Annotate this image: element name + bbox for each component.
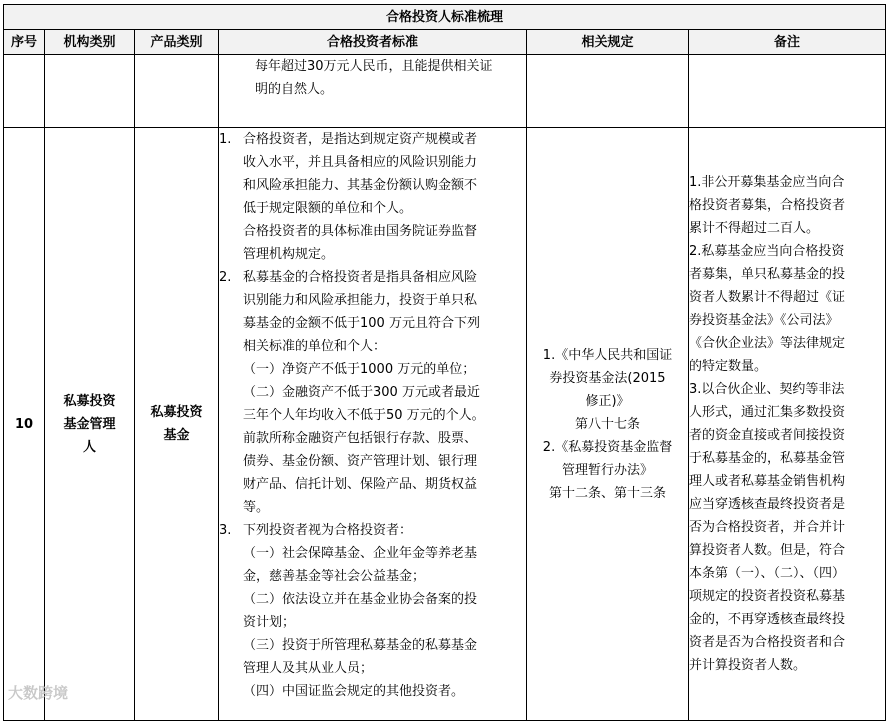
header-product: 产品类别 xyxy=(135,30,219,55)
header-regulation: 相关规定 xyxy=(527,30,689,55)
institution-type: 私募投资 基金管理 人 xyxy=(45,128,135,721)
header-standard: 合格投资者标准 xyxy=(219,30,527,55)
header-no: 序号 xyxy=(4,30,45,55)
table-row xyxy=(4,128,886,721)
header-institution: 机构类别 xyxy=(45,30,135,55)
product-type: 私募投资 基金 xyxy=(135,128,219,721)
continuation-text: 每年超过30万元人民币，且能提供相关证 明的自然人。 xyxy=(219,55,527,128)
qualified-investor-table xyxy=(3,4,886,721)
standard-item: 3. 下列投资者视为合格投资者： （一）社会保障基金、企业年金等养老基 金，慈善基金等社会公益基金； （二）依法设立并在基金业协会备案的投 资计划； （三）投资于所管理私募基金的私募基金 管理人及其从业人员； （四）中国证监会规定的其他投资者。 xyxy=(219,523,478,699)
continuation-row xyxy=(4,55,886,128)
standard-item: 2. 私募基金的合格投资者是指具备相应风险 识别能力和风险承担能力，投资于单只私 募基金的金额不低于100 万元且符合下列 相关标准的单位和个人： （一）净资产不低于1000 万元的单位； （二）金融资产不低于300 万元或者最近 三年个人年均收入不低于50 万元的个人。 前款所称金融资产包括银行存款、股票、 债券、基金份额、资产管理计划、银行理 财产品、信托计划、保险产品、期货权益 等。 xyxy=(219,270,485,515)
watermark: 大数跨境 xyxy=(8,684,69,702)
remarks: 1.非公开募集基金应当向合 格投资者募集，合格投资者 累计不得超过二百人。 2.私募基金应当向合格投资 者募集，单只私募基金的投 资者人数累计不得超过《证 券投资基金法》《公司法》 《合伙企业法》等法律规定 的特定数量。 3.以合伙企业、契约等非法 人形式，通过汇集多数投资 者的资金直接或者间接投资 于私募基金的，私募基金管 理人或者私募基金销售机构 应当穿透核查最终投资者是 否为合格投资者，并合并计 算投资者人数。但是，符合 本条第（一）、（二）、（四） 项规定的投资者投资私募基 金的，不再穿透核查最终投 资者是否为合格投资者和合 并计算投资者人数。 xyxy=(689,128,886,721)
header-notes: 备注 xyxy=(689,30,886,55)
related-regulations: 1.《中华人民共和国证 券投资基金法(2015 修正)》 第八十七条 2.《私募投资基金监督 管理暂行办法》 第十二条、第十三条 xyxy=(527,128,689,721)
table-title: 合格投资人标准梳理 xyxy=(4,5,886,30)
row-number: 10 xyxy=(4,128,45,721)
investor-standards xyxy=(219,128,527,721)
header-row xyxy=(4,30,886,55)
standard-item: 1. 合格投资者，是指达到规定资产规模或者 收入水平，并且具备相应的风险识别能力 和风险承担能力、其基金份额认购金额不 低于规定限额的单位和个人。 合格投资者的具体标准由国务院证券监督 管理机构规定。 xyxy=(219,132,478,262)
